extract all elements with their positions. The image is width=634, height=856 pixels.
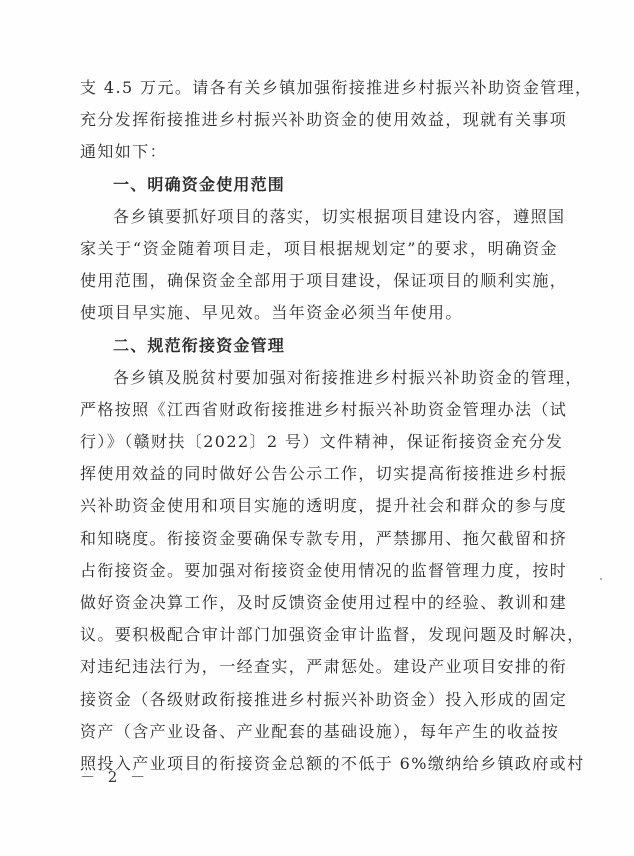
paragraph-line: 家关于“资金随着项目走，项目根据规划定”的要求，明确资金 [80,238,558,258]
paragraph-line: 通知如下： [80,142,168,162]
scan-speck [600,578,602,580]
paragraph-line: 挥使用效益的同时做好公告公示工作，切实提高衔接推进乡村振 [80,464,568,484]
paragraph-line: 严格按照《江西省财政衔接推进乡村振兴补助资金管理办法（试 [80,399,568,419]
paragraph-line: 和知晓度。衔接资金要确保专款专用，严禁挪用、拖欠截留和挤 [80,528,568,548]
paragraph-line: 占衔接资金。要加强对衔接资金使用情况的监督管理力度，按时 [80,560,568,580]
paragraph-line: 使项目早实施、早见效。当年资金必须当年使用。 [80,303,463,323]
paragraph-line: 照投入产业项目的衔接资金总额的不低于 6%缴纳给乡镇政府或村 [80,753,585,773]
paragraph-line: 资产（含产业设备、产业配套的基础设施），每年产生的收益按 [80,721,560,741]
section-heading: 二、规范衔接资金管理 [113,335,286,355]
page-number: － 2 － [80,768,150,786]
paragraph-line: 各乡镇要抓好项目的落实，切实根据项目建设内容，遵照国 [113,206,566,226]
paragraph-line: 接资金（各级财政衔接推进乡村振兴补助资金）投入形成的固定 [80,689,568,709]
paragraph-line: 充分发挥衔接推进乡村振兴补助资金的使用效益，现就有关事项 [80,110,568,130]
paragraph-line: 行）》（赣财扶〔2022〕2 号）文件精神，保证衔接资金充分发 [80,432,564,452]
paragraph-line: 支 4.5 万元。请各有关乡镇加强衔接推进乡村振兴补助资金管理， [80,78,593,97]
paragraph-line: 各乡镇及脱贫村要加强对衔接推进乡村振兴补助资金的管理， [113,367,583,387]
paragraph-line: 使用范围，确保资金全部用于项目建设，保证项目的顺利实施， [80,271,568,291]
paragraph-line: 做好资金决算工作，及时反馈资金使用过程中的经验、教训和建 [80,593,568,612]
section-heading: 一、明确资金使用范围 [113,174,286,194]
paragraph-line: 对违纪违法行为，一经查实，严肃惩处。建设产业项目安排的衔 [80,657,568,677]
paragraph-line: 兴补助资金使用和项目实施的透明度，提升社会和群众的参与度 [80,496,568,516]
document-body [80,72,593,780]
paragraph-line: 议。要积极配合审计部门加强资金审计监督，发现问题及时解决， [80,625,585,645]
